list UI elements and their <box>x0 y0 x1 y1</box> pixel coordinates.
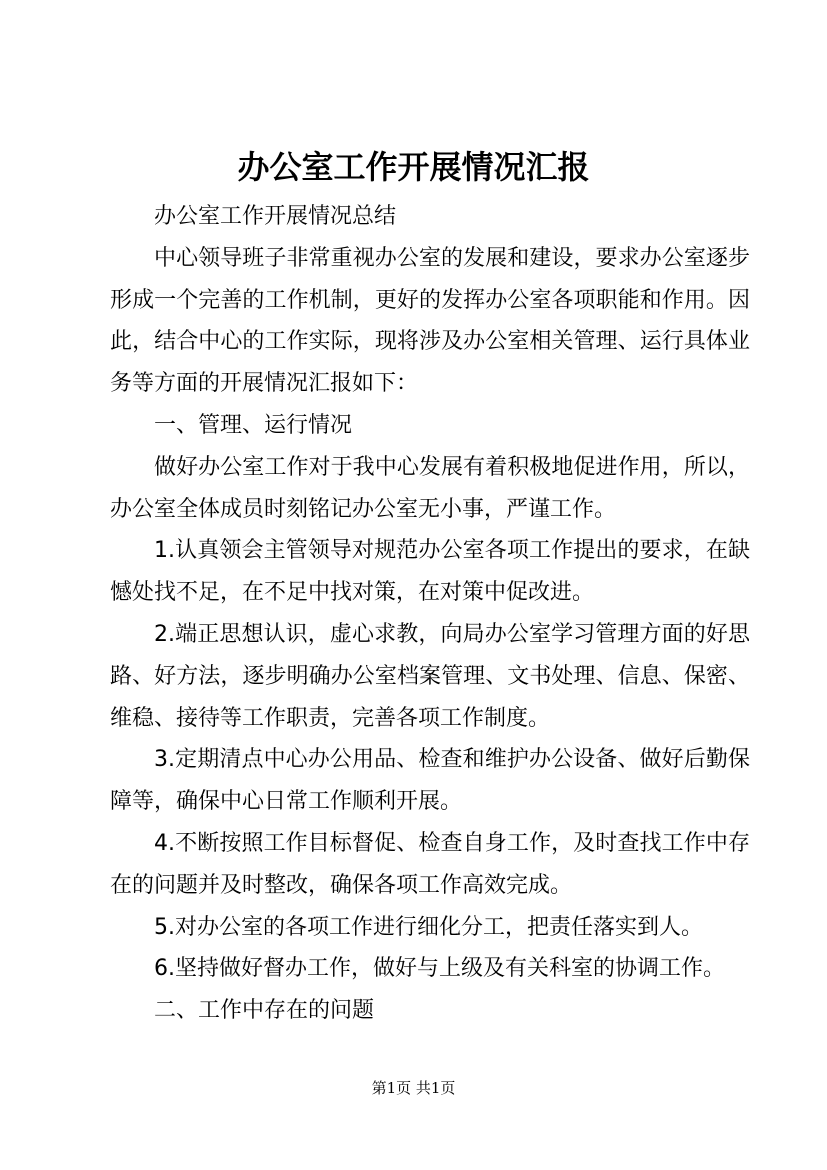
list-item-3: 3.定期清点中心办公用品、检查和维护办公设备、做好后勤保障等，确保中心日常工作顺利开展。 <box>110 747 750 815</box>
list-item-4: 4.不断按照工作目标督促、检查自身工作，及时查找工作中存在的问题并及时整改，确保各项工作高效完成。 <box>110 830 750 898</box>
section-heading-management: 一、管理、运行情况 <box>154 412 353 438</box>
paragraph-management-overview: 做好办公室工作对于我中心发展有着积极地促进作用，所以，办公室全体成员时刻铭记办公室无小事，严谨工作。 <box>110 454 750 522</box>
page-footer: 第1页 共1页 <box>371 1079 456 1097</box>
list-item-1: 1.认真领会主管领导对规范办公室各项工作提出的要求，在缺憾处找不足，在不足中找对策，在对策中促改进。 <box>110 538 750 606</box>
paragraph-intro: 中心领导班子非常重视办公室的发展和建设，要求办公室逐步形成一个完善的工作机制，更好的发挥办公室各项职能和作用。因此，结合中心的工作实际，现将涉及办公室相关管理、运行具体业务等方面的开展情况汇报如下： <box>110 245 750 397</box>
list-item-6: 6.坚持做好督办工作，做好与上级及有关科室的协调工作。 <box>154 956 725 982</box>
document-title: 办公室工作开展情况汇报 <box>237 148 590 186</box>
document-body <box>110 196 750 1032</box>
list-item-5: 5.对办公室的各项工作进行细化分工，把责任落实到人。 <box>154 914 703 940</box>
section-heading-problems: 二、工作中存在的问题 <box>154 998 375 1024</box>
paragraph-summary-heading: 办公室工作开展情况总结 <box>154 204 397 229</box>
list-item-2: 2.端正思想认识，虚心求教，向局办公室学习管理方面的好思路、好方法，逐步明确办公室档案管理、文书处理、信息、保密、维稳、接待等工作职责，完善各项工作制度。 <box>110 621 750 731</box>
